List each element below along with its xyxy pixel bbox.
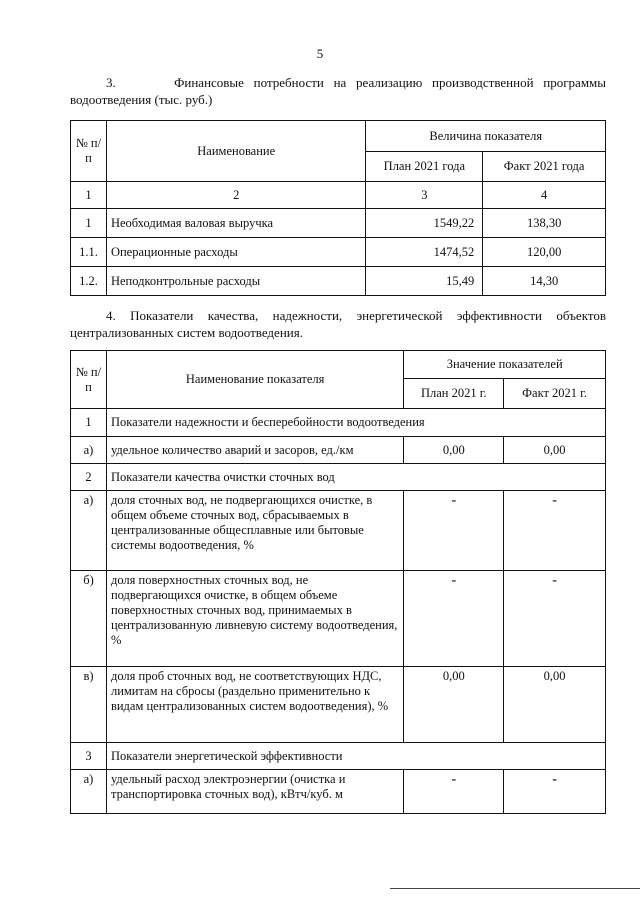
t1-row-name: Неподконтрольные расходы — [106, 267, 366, 296]
quality-indicators-table — [70, 350, 606, 814]
section-4-title-line2: централизованных систем водоотведения. — [70, 325, 303, 340]
t2-header-plan: План 2021 г. — [404, 379, 504, 409]
t1-row-fact: 120,00 — [483, 238, 606, 267]
t2-row-name: доля проб сточных вод, не соответствующих НДС, лимитам на сбросы (раздельно применительно к видам централизованных систем водоотведения), % — [106, 667, 403, 743]
table-row — [71, 238, 606, 267]
t2-group-num: 1 — [71, 409, 107, 437]
t1-row-name: Операционные расходы — [106, 238, 366, 267]
t2-group-num: 2 — [71, 464, 107, 491]
t1-row-num: 1 — [71, 209, 107, 238]
t2-row-fact: - — [504, 491, 606, 571]
t1-row-fact: 14,30 — [483, 267, 606, 296]
t2-group-title: Показатели качества очистки сточных вод — [106, 464, 605, 491]
section-3-title-line2: водоотведения (тыс. руб.) — [70, 92, 213, 107]
table-row — [71, 491, 606, 571]
t1-index-cell: 4 — [483, 182, 606, 209]
t2-header-fact: Факт 2021 г. — [504, 379, 606, 409]
table-row — [71, 267, 606, 296]
table-row — [71, 437, 606, 464]
t2-header-value: Значение показателей — [404, 351, 606, 379]
t2-row-fact: - — [504, 571, 606, 667]
section-4-title-line1: 4. Показатели качества, надежности, энергетической эффективности объектов — [106, 308, 606, 323]
t2-row-num: б) — [71, 571, 107, 667]
t1-header-value: Величина показателя — [366, 121, 606, 152]
t2-row-fact: 0,00 — [504, 667, 606, 743]
financial-needs-table — [70, 120, 606, 296]
t1-row-plan: 1549,22 — [366, 209, 483, 238]
t2-row-num: а) — [71, 437, 107, 464]
t2-row-name: удельный расход электроэнергии (очистка и транспортировка сточных вод), кВтч/куб. м — [106, 770, 403, 814]
group-row — [71, 409, 606, 437]
t2-row-plan: - — [404, 491, 504, 571]
t2-row-plan: - — [404, 770, 504, 814]
table-row — [71, 571, 606, 667]
group-row — [71, 743, 606, 770]
t2-header-num: № п/п — [71, 351, 107, 409]
t1-row-fact: 138,30 — [483, 209, 606, 238]
table-row — [71, 667, 606, 743]
t2-group-title: Показатели надежности и бесперебойности водоотведения — [106, 409, 605, 437]
t1-row-name: Необходимая валовая выручка — [106, 209, 366, 238]
t2-row-name: доля поверхностных сточных вод, не подвергающихся очистке, в общем объеме поверхностных сточных вод, принимаемых в централизованную ливневую систему водоотведения, % — [106, 571, 403, 667]
t2-row-plan: 0,00 — [404, 437, 504, 464]
t2-row-num: а) — [71, 770, 107, 814]
t1-header-fact: Факт 2021 года — [483, 152, 606, 182]
group-row — [71, 464, 606, 491]
t2-row-fact: 0,00 — [504, 437, 606, 464]
section-4-heading — [70, 307, 606, 341]
t1-header-num: № п/п — [71, 121, 107, 182]
section-3-heading — [70, 74, 606, 108]
section-3-title-line1: Финансовые потребности на реализацию производственной программы — [174, 75, 607, 90]
t1-row-plan: 15,49 — [366, 267, 483, 296]
t2-row-name: доля сточных вод, не подвергающихся очистке, в общем объеме сточных вод, сбрасываемых в централизованные общесплавные или бытовые системы водоотведения, % — [106, 491, 403, 571]
t1-row-plan: 1474,52 — [366, 238, 483, 267]
table-row — [71, 209, 606, 238]
t1-index-row — [71, 182, 606, 209]
t2-row-name: удельное количество аварий и засоров, ед./км — [106, 437, 403, 464]
t2-row-fact: - — [504, 770, 606, 814]
t1-header-plan: План 2021 года — [366, 152, 483, 182]
t1-header-name: Наименование — [106, 121, 366, 182]
t2-row-num: в) — [71, 667, 107, 743]
t2-header-name: Наименование показателя — [106, 351, 403, 409]
footer-divider — [390, 888, 640, 889]
t1-row-num: 1.2. — [71, 267, 107, 296]
t1-row-num: 1.1. — [71, 238, 107, 267]
section-3-number: 3. — [106, 75, 116, 90]
t2-row-plan: - — [404, 571, 504, 667]
t1-index-cell: 3 — [366, 182, 483, 209]
t2-row-plan: 0,00 — [404, 667, 504, 743]
page-number: 5 — [316, 46, 324, 61]
t1-index-cell: 1 — [71, 182, 107, 209]
t1-index-cell: 2 — [106, 182, 366, 209]
t2-row-num: а) — [71, 491, 107, 571]
table-row — [71, 770, 606, 814]
t2-group-title: Показатели энергетической эффективности — [106, 743, 605, 770]
t2-group-num: 3 — [71, 743, 107, 770]
